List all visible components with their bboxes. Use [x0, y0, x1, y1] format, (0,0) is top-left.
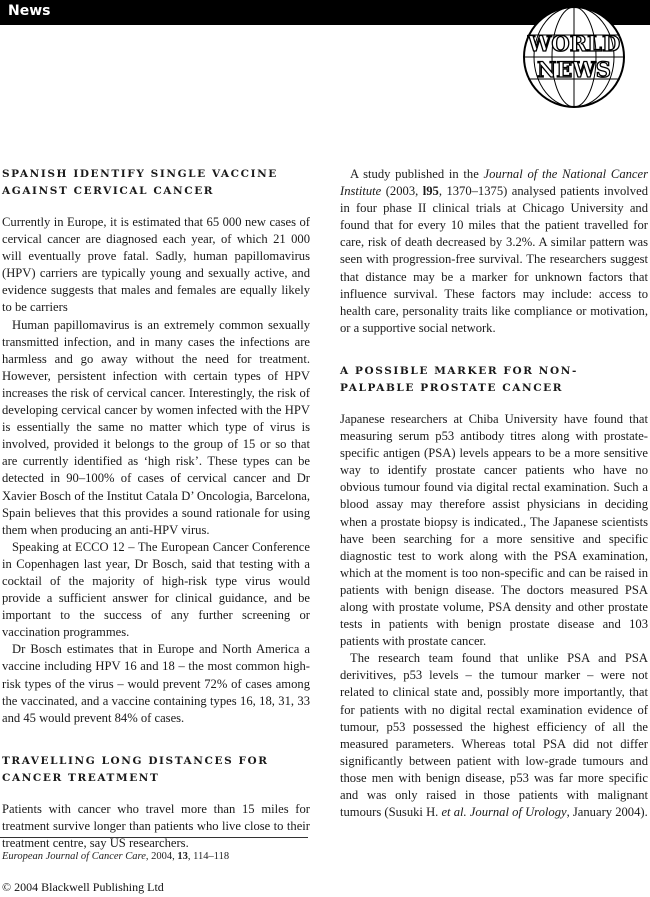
article-title: SPANISH IDENTIFY SINGLE VACCINE AGAINST CERVICAL CANCER [2, 168, 278, 197]
article-title: TRAVELLING LONG DISTANCES FOR CANCER TREATMENT [2, 754, 269, 784]
left-column [2, 166, 310, 852]
article-paragraph: Currently in Europe, it is estimated that 65 000 new cases of cervical cancer are diagnosed each year, of which 21 000 will eventually prove fatal. Sadly, human papillomavirus (HPV) carriers are typically young and sexually active, and evidence suggests that males and females are equally likely to be carriers [2, 215, 310, 315]
article-title: A POSSIBLE MARKER FOR NON-PALPABLE PROSTATE CANCER [340, 364, 578, 394]
logo-line2: NEWS [537, 57, 611, 82]
article-paragraph: Speaking at ECCO 12 – The European Cancer Conference in Copenhagen last year, Dr Bosch, said that testing with a cocktail of the majority of high-risk type virus would provide a sufficient answer for clinical guidance, and be important to the success of any further screening or vaccination programmes. [2, 539, 310, 640]
article-paragraph: The research team found that unlike PSA and PSA derivitives, p53 levels – the tumour marker – were not related to clinical state and, possibly more importantly, that for patients with no digital rectal examination evidence of tumour, p53 possessed the highest efficiency of all the measured parameters. Whereas total PSA did not differ significantly between patient with low-grade tumours and those men with benign disease, p53 was far more specific and was only raised in those patients with malignant tumours (Susuki H. et al. Journal of Urology, January 2004). [340, 651, 648, 820]
copyright: © 2004 Blackwell Publishing Ltd [2, 880, 164, 894]
world-news-logo [522, 5, 626, 109]
section-label: News [8, 3, 51, 19]
footer-divider [0, 837, 308, 838]
logo-line1: WORLD [527, 31, 621, 56]
article-paragraph: Human papillomavirus is an extremely common sexually transmitted infection, and in many cases the infections are harmless and go away without the need for treatment. However, persistent infection with certain types of HPV increases the risk of cervical cancer. Interestingly, the risk of developing cervical cancer by women infected with the HPV is essentially the same no matter which type of virus is involved, provided it belongs to the group of 15 or so that are currently identified as ‘high risk’. These types can be detected in 90–100% of cases of cervical cancer and Dr Xavier Bosch of the Institut Catala D’ Oncologia, Barcelona, Spain believes that this provides a sound rationale for using them when producing an anti-HPV virus. [2, 317, 310, 537]
article-paragraph: Patients with cancer who travel more than 15 miles for treatment survive longer than patients who live close to their treatment centre, say US researchers. [2, 801, 310, 850]
journal-citation: European Journal of Cancer Care, 2004, 13, 114–118 [2, 851, 230, 862]
article-paragraph: Japanese researchers at Chiba University have found that measuring serum p53 antibody titres along with prostate-specific antigen (PSA) levels appears to be a more sensitive way to identify prostate cancer patients who have no obvious tumour found via digital rectal examination. Such a blood assay may therefore assist physicians in deciding when a prostate biopsy is indicated., The Japanese scientists have been searching for a more sensitive and specific diagnostic test to work along with the PSA examination, which at the moment is too non-specific and can be raised in patients with benign disease. The doctors measured PSA along with prostate volume, PSA density and other prostate tests in patients with benign prostate disease and 103 patients with prostate cancer. [340, 411, 648, 649]
article-paragraph: Dr Bosch estimates that in Europe and North America a vaccine including HPV 16 and 18 – the most common high-risk types of the virus – would prevent 72% of cases among the vaccinated, and a vaccine containing types 16, 18, 31, 33 and 45 would prevent 84% of cases. [2, 642, 310, 725]
article-paragraph: A study published in the Journal of the National Cancer Institute (2003, l95, 1370–1375) analysed patients involved in four phase II clinical trials at Chicago University and found that for every 10 miles that the patient travelled for care, risk of death decreased by 3.2%. A similar pattern was seen with progression-free survival. The researchers suggest that distance may be a marker for unknown factors that influence survival. These factors may include: access to health care, personality traits like compliance or motivation, or a supportive social network. [340, 167, 648, 335]
right-column [340, 166, 648, 821]
